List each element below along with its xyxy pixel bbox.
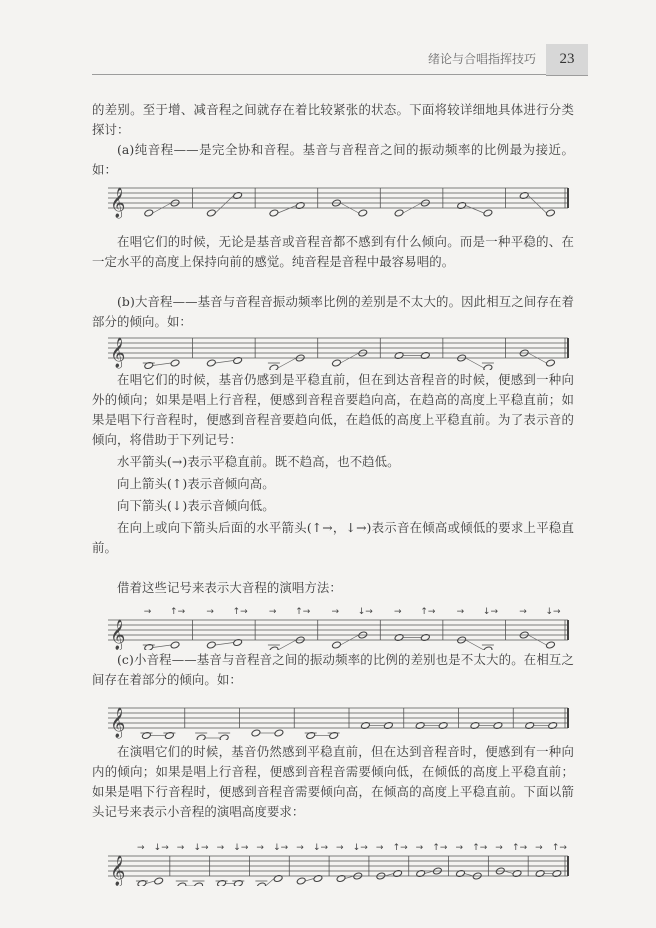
direction-arrow: → xyxy=(415,843,424,853)
staff-svg xyxy=(108,180,578,220)
whole-note xyxy=(233,879,243,886)
direction-arrow: → xyxy=(455,843,464,853)
interval-connector xyxy=(466,640,484,650)
direction-arrow: ↓→ xyxy=(482,607,499,617)
whole-note xyxy=(256,882,266,886)
whole-note xyxy=(196,734,206,740)
whole-note xyxy=(137,879,147,886)
paragraph-pure-explanation: 在唱它们的时候，无论是基音或音程音都不感到有什么倾向。而是一种平稳的、在一定水平的高度上保持向前的感觉。纯音程是音程中最容易唱的。 xyxy=(92,234,574,269)
staff-svg xyxy=(108,834,578,886)
music-staff-2 xyxy=(108,322,578,370)
staff-svg xyxy=(108,696,578,740)
whole-note xyxy=(546,209,556,217)
direction-arrow: ↓→ xyxy=(273,843,289,853)
whole-note xyxy=(194,882,204,886)
interval-connector xyxy=(265,879,274,887)
whole-note xyxy=(546,359,556,367)
direction-arrow: → xyxy=(268,607,277,617)
paragraph-horizontal-arrow: 水平箭头(→)表示平稳直前。既不趋高，也不趋低。 xyxy=(117,454,400,469)
direction-arrow: ↓→ xyxy=(357,607,373,617)
staff-svg xyxy=(108,322,578,370)
whole-note xyxy=(154,877,164,885)
interval-connector xyxy=(215,643,233,646)
whole-note xyxy=(296,877,306,885)
interval-connector xyxy=(466,358,484,368)
page-number: 23 xyxy=(546,44,588,76)
direction-arrow: ↑→ xyxy=(551,843,567,853)
paragraph-minor-intervals: (c)小音程——基音与音程音之间的振动频率的比例的差别也是不太大的。在相互之间存在着部分的倾向。如： xyxy=(92,652,574,687)
direction-arrow: ↑→ xyxy=(472,843,488,853)
paragraph-major-arrows-intro: 借着这些记号来表示大音程的演唱方法： xyxy=(117,580,342,595)
whole-note xyxy=(332,359,342,367)
music-staff-4 xyxy=(108,696,578,740)
interval-connector xyxy=(278,358,296,368)
direction-arrow: ↓→ xyxy=(233,843,249,853)
direction-arrow: ↑→ xyxy=(170,607,186,617)
direction-arrow: → xyxy=(519,607,527,617)
direction-arrow: → xyxy=(331,607,340,617)
direction-arrow: → xyxy=(256,843,264,853)
direction-arrow: → xyxy=(495,843,503,853)
direction-arrow: → xyxy=(176,843,185,853)
whole-note xyxy=(170,641,180,649)
direction-arrow: ↓→ xyxy=(312,843,329,853)
treble-clef-icon: 𝄞 xyxy=(110,708,126,738)
whole-note xyxy=(206,359,216,367)
direction-arrow: ↓→ xyxy=(193,843,209,853)
direction-arrow: ↑→ xyxy=(232,607,248,617)
treble-clef-icon: 𝄞 xyxy=(110,620,126,650)
whole-note xyxy=(546,641,556,649)
direction-arrow: → xyxy=(375,843,384,853)
whole-note xyxy=(217,879,227,886)
direction-arrow: → xyxy=(136,843,145,853)
staff-svg xyxy=(108,598,578,650)
whole-note xyxy=(483,209,493,217)
interval-connector xyxy=(278,206,296,214)
interval-connector xyxy=(153,363,171,366)
whole-note xyxy=(206,209,216,217)
direction-arrow: → xyxy=(394,607,402,617)
direction-arrow: → xyxy=(535,843,543,853)
whole-note xyxy=(170,359,180,367)
music-staff-5 xyxy=(108,834,578,886)
direction-arrow: ↓→ xyxy=(352,843,368,853)
music-staff-1 xyxy=(108,180,578,220)
direction-arrow: ↑→ xyxy=(392,843,408,853)
paragraph-combined-arrow: 在向上或向下箭头后面的水平箭头(↑→，↓→)表示音在倾高或倾低的要求上平稳直前。 xyxy=(92,520,574,555)
direction-arrow: ↑→ xyxy=(432,843,448,853)
interval-connector xyxy=(215,361,233,364)
direction-arrow: → xyxy=(456,607,465,617)
whole-note xyxy=(358,209,368,217)
direction-arrow: → xyxy=(206,607,214,617)
whole-note xyxy=(144,643,154,650)
whole-note xyxy=(251,729,261,737)
paragraph-down-arrow: 向下箭头(↓)表示音倾向低。 xyxy=(117,498,275,513)
direction-arrow: ↓→ xyxy=(545,607,561,617)
direction-arrow: → xyxy=(336,843,344,853)
treble-clef-icon: 𝄞 xyxy=(110,338,126,368)
whole-note xyxy=(219,734,229,740)
paragraph-up-arrow: 向上箭头(↑)表示音倾向高。 xyxy=(117,476,275,491)
direction-arrow: → xyxy=(143,607,152,617)
interval-connector xyxy=(466,206,484,214)
whole-note xyxy=(274,729,284,737)
whole-note xyxy=(177,882,187,886)
whole-note xyxy=(394,209,404,217)
interval-connector xyxy=(305,879,314,882)
direction-arrow: → xyxy=(296,843,304,853)
treble-clef-icon: 𝄞 xyxy=(110,856,126,886)
direction-arrow: ↑→ xyxy=(295,607,311,617)
interval-connector xyxy=(278,640,296,650)
paragraph-pure-intervals: (a)纯音程——是完全协和音程。基音与音程音之间的振动频率的比例最为接近。如： xyxy=(92,142,574,177)
whole-note xyxy=(206,641,216,649)
paragraph-major-explanation: 在唱它们的时候，基音仍感到是平稳直前，但在到达音程音的时候，便感到一种向外的倾向；如果是唱上行音程，便感到音程音要趋向高，在趋高的高度上平稳直前；如果是唱下行音程时，便感到音程音要趋向低，在趋低的高度上平稳直前。为了表示音的倾向，将借助于下列记号： xyxy=(92,372,574,447)
header-rule xyxy=(92,74,546,75)
whole-note xyxy=(269,209,279,217)
running-header-title: 绪论与合唱指挥技巧 xyxy=(428,52,537,66)
paragraph-1: 的差别。至于增、减音程之间就存在着比较紧张的状态。下面将较详细地具体进行分类探讨： xyxy=(92,102,574,137)
direction-arrow: ↑→ xyxy=(512,843,528,853)
direction-arrow: ↓→ xyxy=(153,843,169,853)
paragraph-major-intervals: (b)大音程——基音与音程音振动频率比例的差别是不太大的。因此相互之间存在着部分的倾向。如： xyxy=(92,294,574,329)
paragraph-minor-explanation: 在演唱它们的时候，基音仍然感到平稳直前，但在达到音程音时，便感到有一种向内的倾向；如果是唱上行音程，便感到音程音需要倾向低，在倾低的高度上平稳直前；如果是唱下行音程时，便感到音程音需要倾向高，在倾高的高度上平稳直前。下面以箭头记号来表示小音程的演唱高度要求： xyxy=(92,744,574,819)
whole-note xyxy=(144,209,154,217)
direction-arrow: → xyxy=(216,843,225,853)
music-staff-3 xyxy=(108,598,578,650)
interval-connector xyxy=(153,645,171,648)
whole-note xyxy=(332,641,342,649)
treble-clef-icon: 𝄞 xyxy=(110,188,126,218)
direction-arrow: ↑→ xyxy=(420,607,436,617)
